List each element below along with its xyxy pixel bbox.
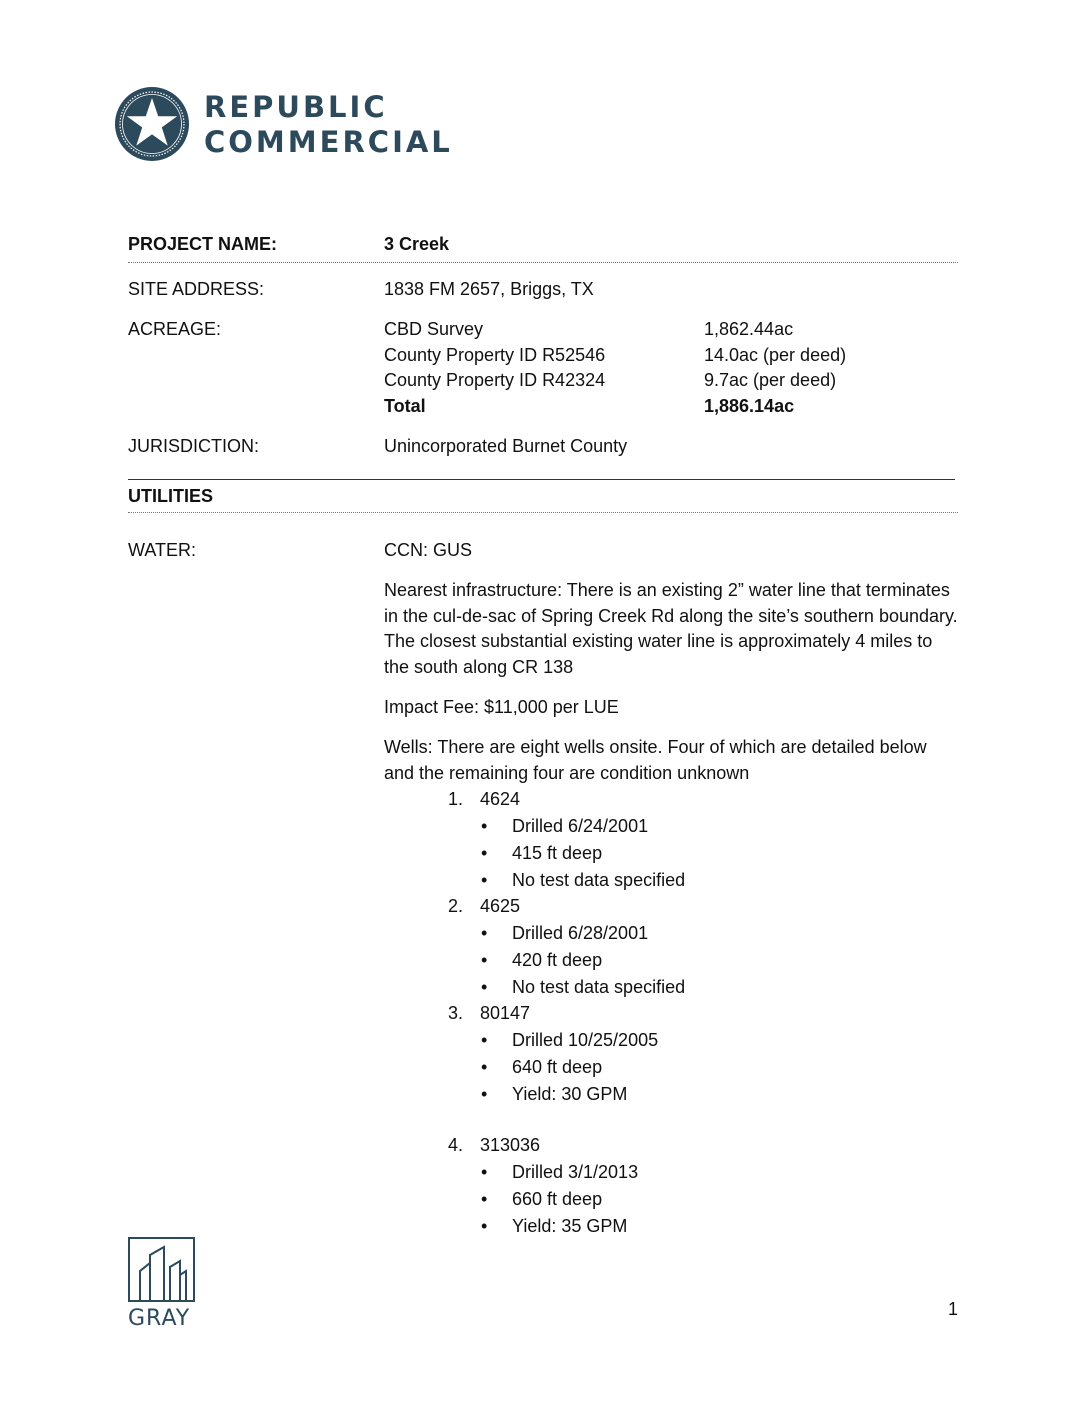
- brand-name: [204, 90, 453, 160]
- divider-dotted: [128, 512, 958, 513]
- ccn-value: CCN: GUS: [384, 540, 473, 560]
- bullet-icon: •: [481, 843, 488, 863]
- bullet-icon: •: [481, 1189, 488, 1209]
- gray-logo: [128, 1237, 196, 1329]
- bullet-icon: •: [481, 1216, 488, 1236]
- divider-dotted: [128, 262, 958, 263]
- bullet-icon: •: [481, 1162, 488, 1182]
- divider-solid: [128, 479, 955, 480]
- brand-line-1: REPUBLIC: [204, 90, 388, 124]
- well-number: 2.: [448, 896, 464, 916]
- well-detail: 420 ft deep: [512, 950, 603, 970]
- well-detail: 660 ft deep: [512, 1189, 603, 1209]
- well-number: 3.: [448, 1003, 464, 1023]
- well-detail: Yield: 30 GPM: [512, 1084, 628, 1104]
- nearest-infrastructure-text: Nearest infrastructure: There is an existing 2” water line that terminates in the cul-de-sac of Spring Creek Rd along the site’s southern boundary. The closest substantial existing water line is approximately 4 miles to the south along CR 138: [384, 580, 958, 677]
- acreage-total-value: 1,886.14ac: [704, 396, 795, 416]
- utilities-heading: UTILITIES: [128, 486, 213, 506]
- bullet-icon: •: [481, 870, 488, 890]
- acreage-row-name: County Property ID R52546: [384, 345, 606, 365]
- project-name-value: 3 Creek: [384, 234, 450, 254]
- wells-intro-text: Wells: There are eight wells onsite. Four of which are detailed below and the remaining four are condition unknown: [384, 737, 927, 783]
- jurisdiction-label: JURISDICTION:: [128, 436, 260, 456]
- gray-logo-text: GRAY: [128, 1306, 191, 1331]
- bullet-icon: •: [481, 1084, 488, 1104]
- gray-building-icon: [128, 1237, 196, 1303]
- bullet-icon: •: [481, 977, 488, 997]
- acreage-row-value: 9.7ac (per deed): [704, 370, 837, 390]
- acreage-row-value: 1,862.44ac: [704, 319, 794, 339]
- republic-star-logo-icon: [114, 86, 190, 162]
- acreage-row-name: County Property ID R42324: [384, 370, 606, 390]
- well-detail: Drilled 6/28/2001: [512, 923, 649, 943]
- bullet-icon: •: [481, 923, 488, 943]
- bullet-icon: •: [481, 816, 488, 836]
- well-id: 4625: [480, 896, 521, 916]
- well-detail: Drilled 6/24/2001: [512, 816, 649, 836]
- acreage-row-value: 14.0ac (per deed): [704, 345, 847, 365]
- brand-line-2: COMMERCIAL: [204, 125, 453, 159]
- jurisdiction-value: Unincorporated Burnet County: [384, 436, 628, 456]
- impact-fee-text: Impact Fee: $11,000 per LUE: [384, 697, 619, 717]
- well-detail: Drilled 3/1/2013: [512, 1162, 639, 1182]
- well-detail: 640 ft deep: [512, 1057, 603, 1077]
- well-id: 4624: [480, 789, 521, 809]
- well-detail: Drilled 10/25/2005: [512, 1030, 659, 1050]
- project-name-label: PROJECT NAME:: [128, 234, 278, 254]
- acreage-total-name: Total: [384, 396, 426, 416]
- well-id: 80147: [480, 1003, 531, 1023]
- bullet-icon: •: [481, 950, 488, 970]
- bullet-icon: •: [481, 1030, 488, 1050]
- well-number: 1.: [448, 789, 464, 809]
- well-detail: No test data specified: [512, 977, 686, 997]
- well-detail: 415 ft deep: [512, 843, 603, 863]
- acreage-row-name: CBD Survey: [384, 319, 484, 339]
- site-address-label: SITE ADDRESS:: [128, 279, 265, 299]
- well-detail: Yield: 35 GPM: [512, 1216, 628, 1236]
- site-address-value: 1838 FM 2657, Briggs, TX: [384, 279, 594, 299]
- well-detail: No test data specified: [512, 870, 686, 890]
- page-number: 1: [948, 1299, 959, 1319]
- well-id: 313036: [480, 1135, 541, 1155]
- acreage-label: ACREAGE:: [128, 319, 222, 339]
- bullet-icon: •: [481, 1057, 488, 1077]
- water-label: WATER:: [128, 540, 196, 560]
- well-number: 4.: [448, 1135, 464, 1155]
